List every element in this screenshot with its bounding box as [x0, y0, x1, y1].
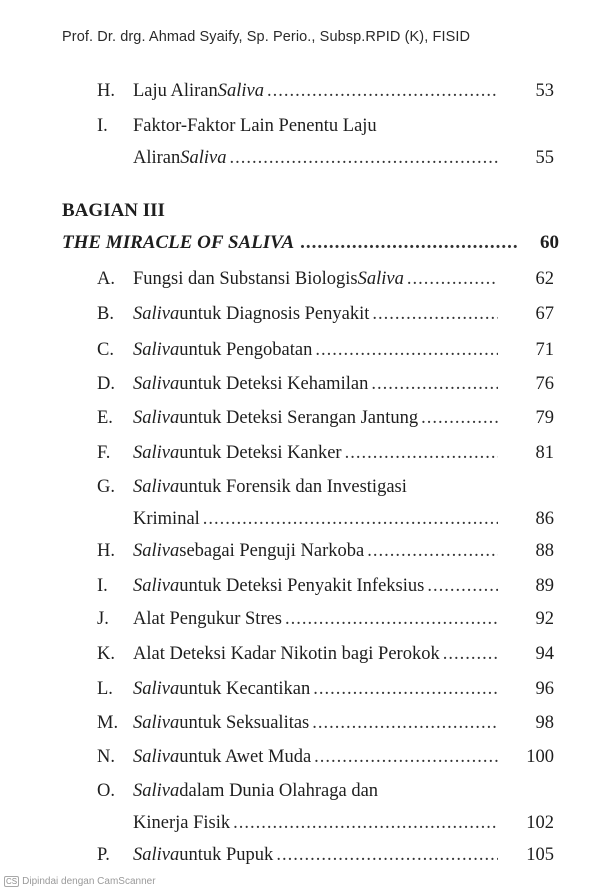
entry-title-text: untuk Pupuk	[179, 845, 274, 865]
entry-letter: M.	[97, 713, 119, 733]
entry-page-number: 62	[535, 269, 554, 289]
scanner-watermark	[4, 876, 156, 887]
entry-title-text: Kinerja Fisik	[133, 813, 231, 833]
entry-letter: E.	[97, 408, 113, 428]
entry-title-line	[133, 539, 498, 563]
entry-title-line	[133, 79, 498, 103]
entry-page-number: 100	[526, 747, 554, 767]
entry-title-line	[133, 302, 498, 326]
entry-letter: D.	[97, 374, 115, 394]
entry-title-line	[133, 811, 498, 835]
entry-title-text: Saliva	[133, 541, 180, 561]
entry-title-line	[133, 745, 498, 769]
entry-title-text: Saliva	[133, 477, 180, 497]
leader-dots	[300, 232, 517, 254]
entry-title-text: Aliran	[133, 148, 181, 168]
entry-title-text: Saliva	[133, 845, 180, 865]
leader-dots	[230, 146, 498, 170]
part-heading: BAGIAN III	[62, 200, 165, 221]
entry-title-line	[133, 574, 498, 598]
entry-title-line	[133, 372, 498, 396]
entry-title-text: Saliva	[357, 269, 404, 289]
entry-title-line	[133, 441, 498, 465]
leader-dots	[285, 607, 498, 631]
entry-title-text: untuk Deteksi Penyakit Infeksius	[179, 576, 425, 596]
entry-page-number: 102	[526, 813, 554, 833]
entry-title-line	[133, 338, 498, 362]
entry-title-text: Saliva	[133, 713, 180, 733]
entry-title-text: untuk Forensik dan Investigasi	[179, 477, 407, 497]
entry-title-text: Saliva	[133, 679, 180, 699]
leader-dots	[407, 267, 498, 291]
entry-title-text: untuk Pengobatan	[179, 340, 313, 360]
entry-letter: I.	[97, 576, 108, 596]
entry-title-text: untuk Diagnosis Penyakit	[179, 304, 370, 324]
leader-dots	[267, 79, 498, 103]
entry-title-text: untuk Deteksi Serangan Jantung	[179, 408, 419, 428]
entry-title-text: Saliva	[217, 81, 265, 101]
leader-dots	[233, 811, 498, 835]
entry-title-text: untuk Deteksi Kehamilan	[179, 374, 369, 394]
entry-page-number: 55	[535, 148, 554, 168]
part-title-entry[interactable]	[62, 232, 559, 254]
entry-title-line	[133, 406, 498, 430]
running-header: Prof. Dr. drg. Ahmad Syaify, Sp. Perio., Subsp.RPID (K), FISID	[62, 29, 471, 45]
entry-title-text: Saliva	[180, 148, 227, 168]
entry-page-number: 105	[526, 845, 554, 865]
camscanner-logo-icon: CS	[6, 877, 18, 886]
entry-letter: F.	[97, 443, 111, 463]
entry-page-number: 67	[535, 304, 554, 324]
entry-letter: L.	[97, 679, 113, 699]
entry-title-line	[133, 146, 498, 170]
entry-title-text: Saliva	[133, 781, 180, 801]
leader-dots	[367, 539, 498, 563]
entry-letter: P.	[97, 845, 110, 865]
entry-letter: N.	[97, 747, 115, 767]
entry-title-text: Saliva	[133, 304, 180, 324]
entry-letter: A.	[97, 269, 115, 289]
entry-title-line	[133, 114, 498, 138]
entry-page-number: 88	[535, 541, 554, 561]
entry-title-text: Fungsi dan Substansi Biologis	[133, 269, 358, 289]
leader-dots	[312, 711, 498, 735]
entry-letter: H.	[97, 541, 115, 561]
entry-title-text: Laju Aliran	[133, 81, 218, 101]
entry-letter: G.	[97, 477, 115, 497]
entry-page-number: 81	[535, 443, 554, 463]
leader-dots	[371, 372, 498, 396]
leader-dots	[276, 843, 498, 867]
leader-dots	[314, 745, 498, 769]
entry-title-text: sebagai Penguji Narkoba	[179, 541, 365, 561]
entry-letter: O.	[97, 781, 115, 801]
entry-title-text: untuk Seksualitas	[179, 713, 310, 733]
entry-page-number: 94	[535, 644, 554, 664]
entry-title-text: untuk Awet Muda	[179, 747, 312, 767]
entry-title-text: Saliva	[133, 443, 180, 463]
entry-title-line	[133, 779, 498, 803]
entry-letter: C.	[97, 340, 114, 360]
leader-dots	[313, 677, 498, 701]
entry-page-number: 53	[535, 81, 554, 101]
entry-title-text: Alat Deteksi Kadar Nikotin bagi Perokok	[133, 644, 440, 664]
entry-title-line	[133, 843, 498, 867]
entry-letter: I.	[97, 116, 108, 136]
entry-title-text: untuk Deteksi Kanker	[179, 443, 342, 463]
entry-page-number: 98	[535, 713, 554, 733]
entry-title-text: Saliva	[133, 374, 180, 394]
entry-title-text: Saliva	[133, 747, 180, 767]
part-page-number: 60	[540, 232, 559, 253]
entry-title-text: dalam Dunia Olahraga dan	[179, 781, 379, 801]
entry-letter: K.	[97, 644, 115, 664]
leader-dots	[427, 574, 498, 598]
entry-page-number: 76	[535, 374, 554, 394]
entry-title-line	[133, 607, 498, 631]
leader-dots	[421, 406, 498, 430]
entry-title-line	[133, 475, 498, 499]
part-title: THE MIRACLE OF SALIVA	[62, 232, 295, 253]
entry-page-number: 89	[535, 576, 554, 596]
entry-page-number: 96	[535, 679, 554, 699]
entry-title-line	[133, 267, 498, 291]
entry-letter: H.	[97, 81, 115, 101]
entry-page-number: 92	[535, 609, 554, 629]
entry-title-text: Faktor-Faktor Lain Penentu Laju	[133, 116, 377, 136]
leader-dots	[315, 338, 498, 362]
entry-page-number: 79	[535, 408, 554, 428]
entry-title-text: untuk Kecantikan	[179, 679, 311, 699]
entry-title-line	[133, 642, 498, 666]
entry-title-line	[133, 711, 498, 735]
entry-title-text: Saliva	[133, 576, 180, 596]
entry-page-number: 71	[535, 340, 554, 360]
entry-page-number: 86	[535, 509, 554, 529]
entry-letter: B.	[97, 304, 114, 324]
leader-dots	[443, 642, 498, 666]
entry-title-line	[133, 677, 498, 701]
leader-dots	[345, 441, 498, 465]
watermark-text: Dipindai dengan CamScanner	[22, 876, 156, 887]
leader-dots	[372, 302, 498, 326]
leader-dots	[203, 507, 498, 531]
entry-letter: J.	[97, 609, 109, 629]
entry-title-text: Alat Pengukur Stres	[133, 609, 283, 629]
entry-title-text: Saliva	[133, 340, 180, 360]
entry-title-text: Kriminal	[133, 509, 200, 529]
entry-title-line	[133, 507, 498, 531]
entry-title-text: Saliva	[133, 408, 180, 428]
